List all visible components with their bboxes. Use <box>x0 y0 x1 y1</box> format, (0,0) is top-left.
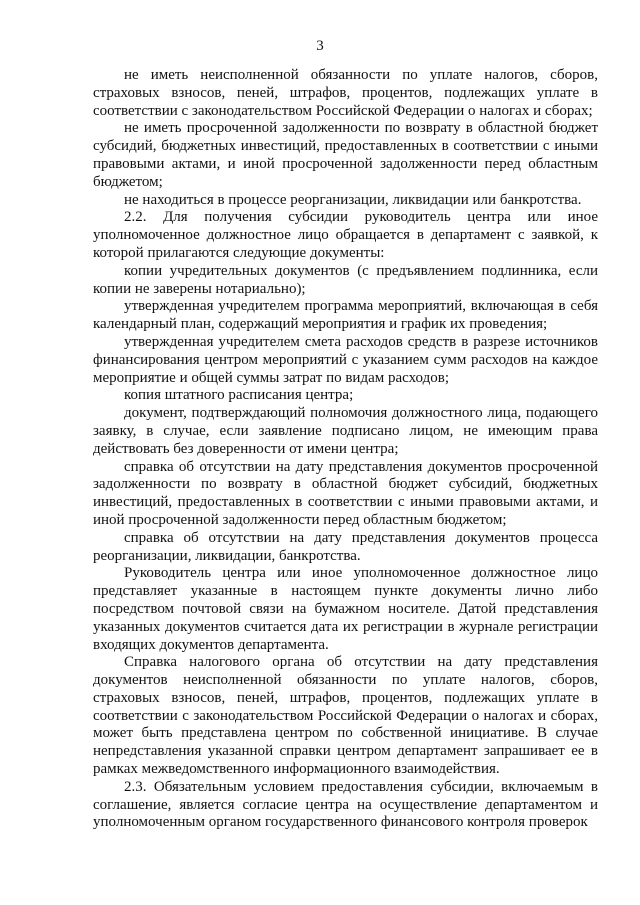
paragraph-tax-certificate: Справка налогового органа об отсутствии на дату представления документов неисполненной обязанности по уплате налогов, сборов, страховых взносов, пеней, штрафов, процентов, подлежащих уплате в соответствии с законодательством Российской Федерации о налогах и сборах, может быть представлена центром по собственной инициативе. В случае непредставления указанной справки центром департамент запрашивает ее в рамках межведомственного информационного взаимодействия. <box>93 654 598 778</box>
paragraph-tax-obligation: не иметь неисполненной обязанности по уплате налогов, сборов, страховых взносов, пеней, штрафов, процентов, подлежащих уплате в соответствии с законодательством Российской Федерации о налогах и сборах; <box>93 67 598 119</box>
paragraph-authority-doc: документ, подтверждающий полномочия должностного лица, подающего заявку, в случае, если заявление подписано лицом, не имеющим права действовать без доверенности от имени центра; <box>93 405 598 457</box>
paragraph-founding-docs: копии учредительных документов (с предъявлением подлинника, если копии не заверены нотариально); <box>93 262 598 297</box>
paragraph-budget-estimate: утвержденная учредителем смета расходов средств в разрезе источников финансирования центром мероприятий с указанием сумм расходов на каждое мероприятие и общей суммы затрат по видам расходов; <box>93 333 598 386</box>
document-body <box>93 67 598 832</box>
paragraph-reorganization: не находиться в процессе реорганизации, ликвидации или банкротства. <box>124 191 582 208</box>
paragraph-no-reorganization-certificate: справка об отсутствии на дату представления документов процесса реорганизации, ликвидации, банкротства. <box>93 529 598 564</box>
paragraph-no-debt-certificate: справка об отсутствии на дату представления документов просроченной задолженности по возврату в областной бюджет субсидий, бюджетных инвестиций, предоставленных в соответствии с иными правовыми актами, и иной просроченной задолженности перед областным бюджетом; <box>93 458 598 528</box>
paragraph-2-2: 2.2. Для получения субсидии руководитель центра или иное уполномоченное должностное лицо обращается в департамент с заявкой, к которой прилагаются следующие документы: <box>93 209 598 261</box>
paragraph-program: утвержденная учредителем программа мероприятий, включающая в себя календарный план, содержащий мероприятия и график их проведения; <box>93 298 598 333</box>
paragraph-2-3: 2.3. Обязательным условием предоставления субсидии, включаемым в соглашение, является согласие центра на осуществление департаментом и уполномоченным органом государственного финансового контроля проверок <box>93 778 598 831</box>
paragraph-submission: Руководитель центра или иное уполномоченное должностное лицо представляет указанные в настоящем пункте документы лично либо посредством почтовой связи на бумажном носителе. Датой представления указанных документов считается дата их регистрации в журнале регистрации входящих документов департамента. <box>93 565 598 653</box>
paragraph-staff-schedule: копия штатного расписания центра; <box>124 387 354 404</box>
page-number: 3 <box>316 38 324 54</box>
paragraph-overdue-debt: не иметь просроченной задолженности по возврату в областной бюджет субсидий, бюджетных инвестиций, предоставленных в соответствии с иными правовыми актами, и иной просроченной задолженности перед областным бюджетом; <box>93 120 598 190</box>
